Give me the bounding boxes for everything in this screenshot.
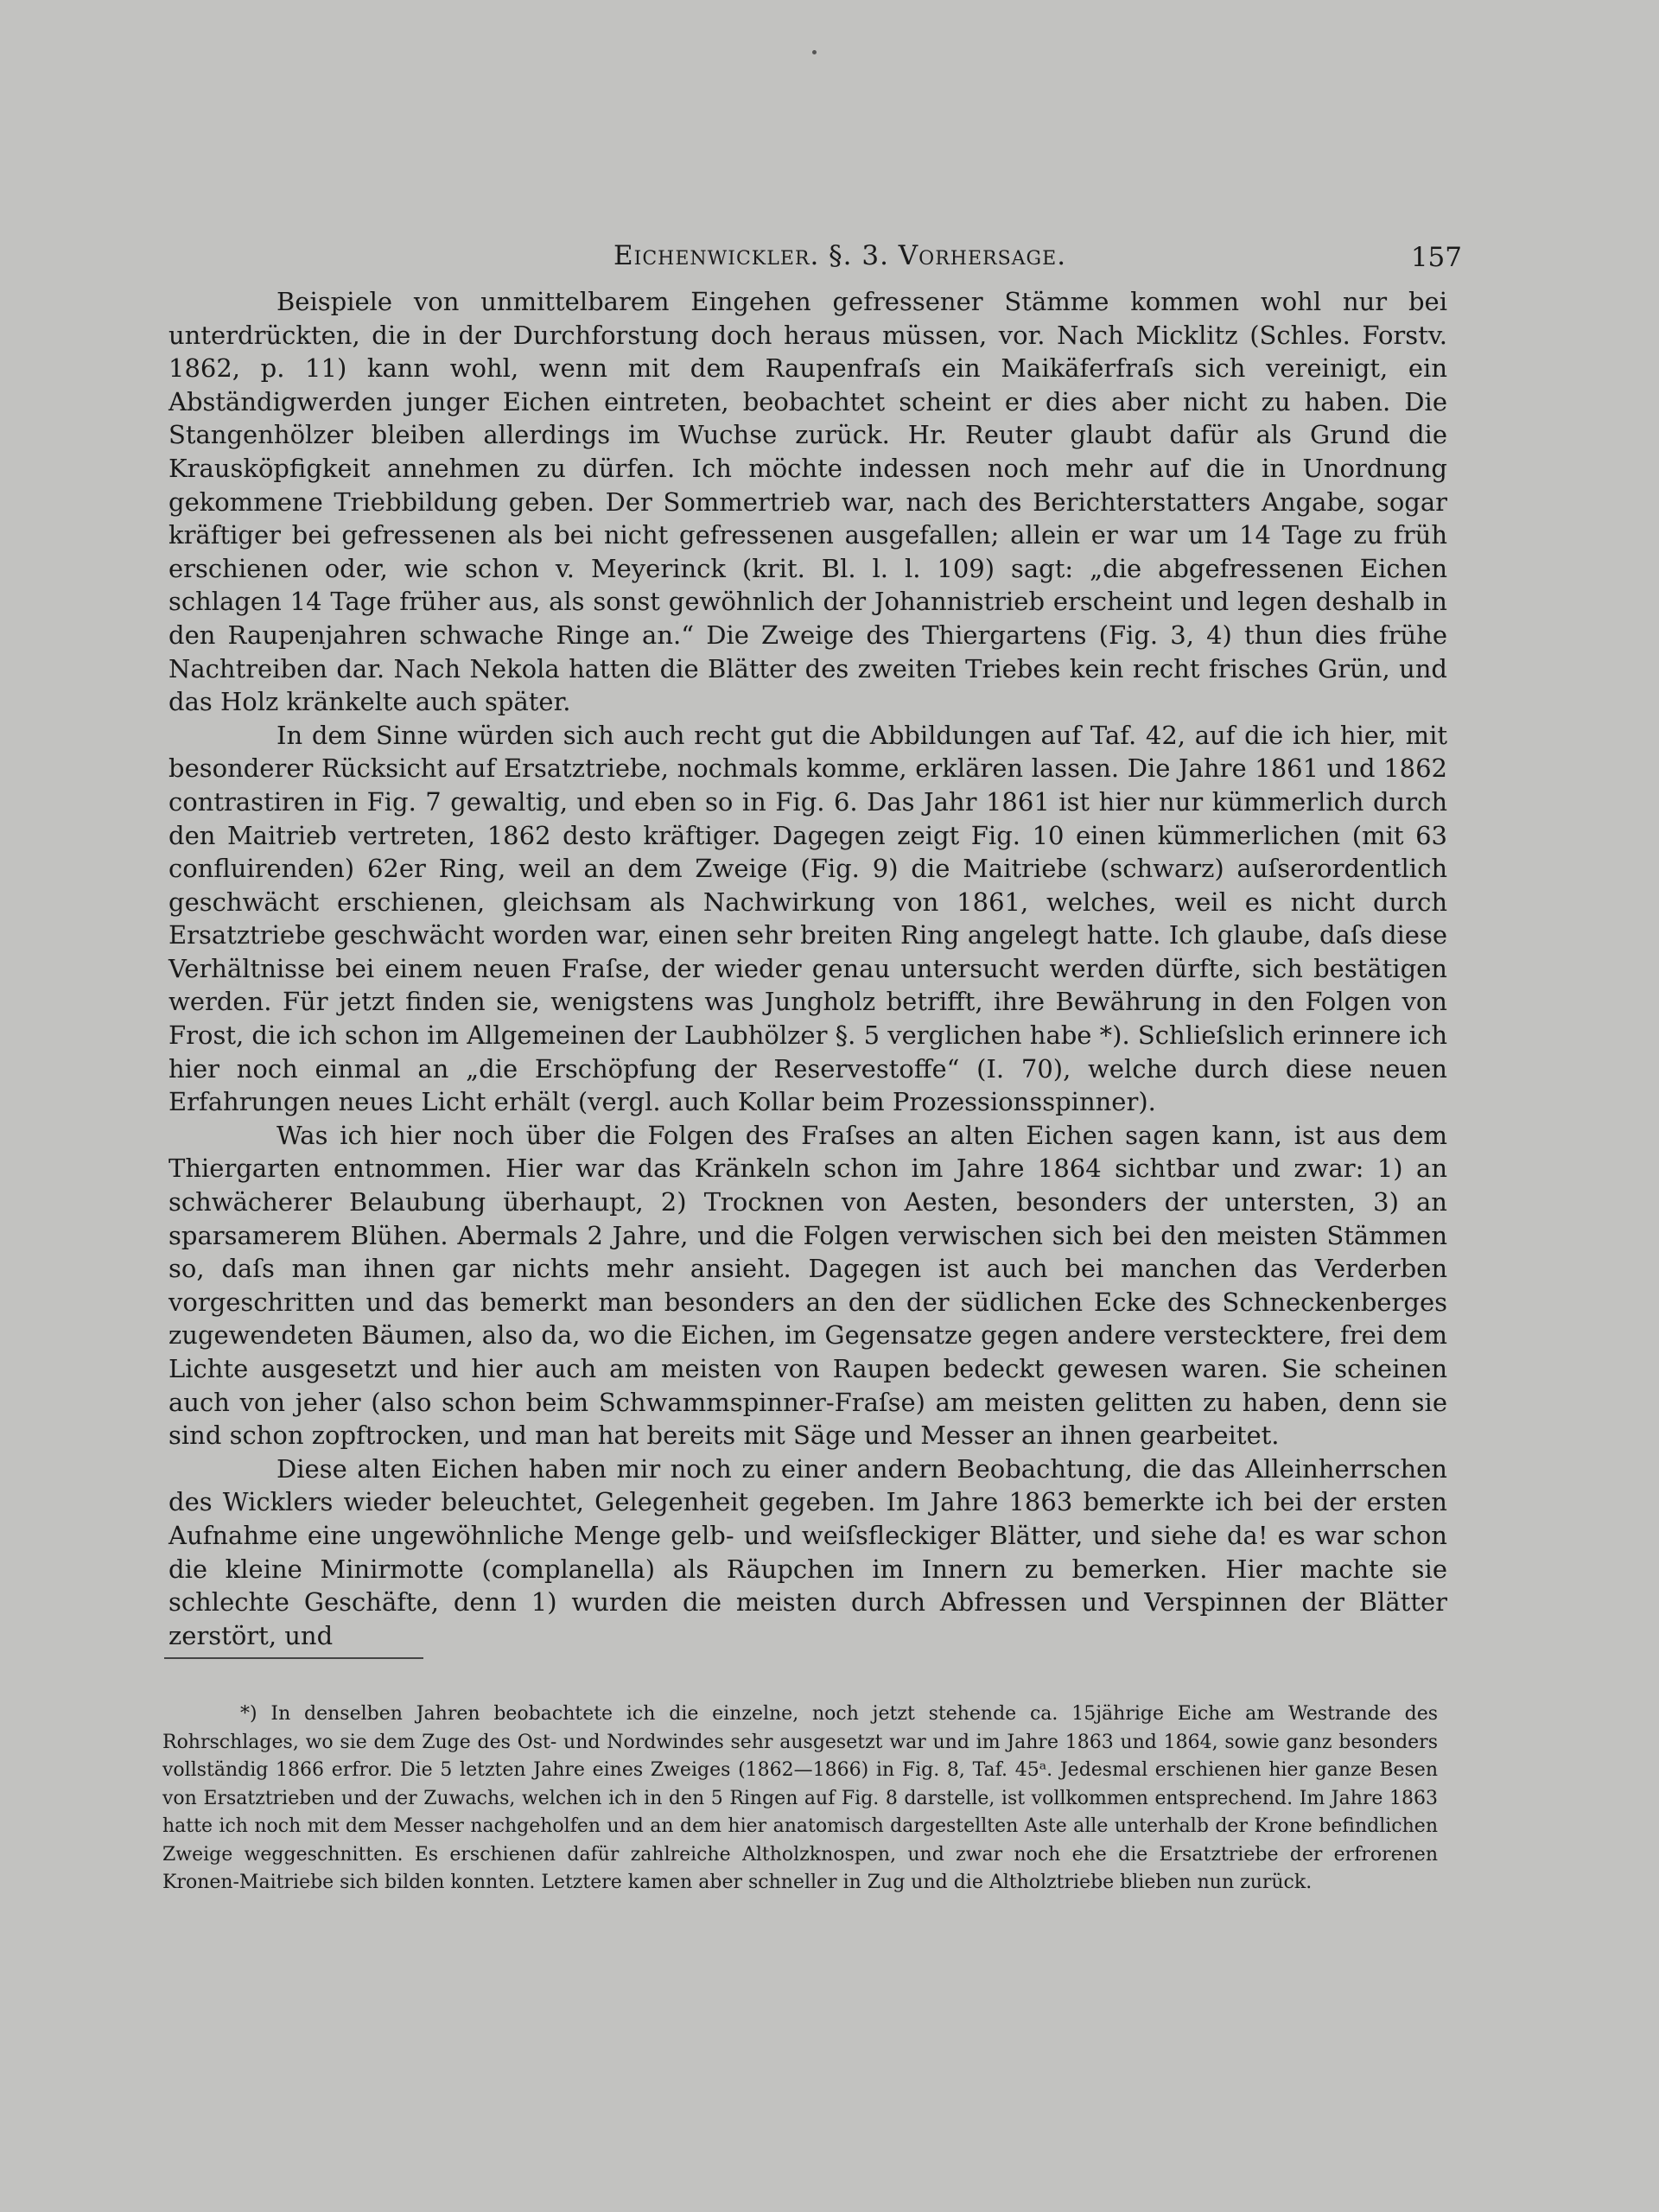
footnote: *) In denselben Jahren beobachtete ich die einzelne, noch jetzt stehende ca. 15jährige Eiche am Westrande des Rohrschlages, wo sie dem Zuge des Ost- und Nordwindes sehr ausgesetzt war und im Jahre 1863 und 1864, sowie ganz besonders vollständig 1866 erfror. Die 5 letzten Jahre eines Zweiges (1862—1866) in Fig. 8, Taf. 45ᵃ. Jedesmal erschienen hier ganze Besen von Ersatztrieben und der Zuwachs, welchen ich in den 5 Ringen auf Fig. 8 darstelle, ist vollkommen entsprechend. Im Jahre 1863 hatte ich noch mit dem Messer nachgeholfen und an dem hier anatomisch dargestellten Aste alle unterhalb der Krone befindlichen Zweige weggeschnitten. Es erschienen dafür zahlreiche Altholzknospen, und zwar noch ehe die Ersatztriebe der erfrorenen Kronen-Maitriebe sich bilden konnten. Letztere kamen aber schneller in Zug und die Altholztriebe blieben nun zurück. bbox=[162, 1703, 1438, 1893]
page-number: 157 bbox=[1410, 242, 1462, 273]
page-header bbox=[173, 232, 1462, 283]
paragraph-1: Beispiele von unmittelbarem Eingehen gefressener Stämme kommen wohl nur bei unterdrückten, die in der Durchforstung doch heraus müssen, vor. Nach Micklitz (Schles. Forstv. 1862, p. 11) kann wohl, wenn mit dem Raupenfraſs ein Maikäferfraſs sich vereinigt, ein Abständigwerden junger Eichen eintreten, beobachtet scheint er dies aber nicht zu haben. Die Stangenhölzer bleiben allerdings im Wuchse zurück. Hr. Reuter glaubt dafür als Grund die Krausköpfigkeit annehmen zu dürfen. Ich möchte indessen noch mehr auf die in Unordnung gekommene Triebbildung geben. Der Sommertrieb war, nach des Berichterstatters Angabe, sogar kräftiger bei gefressenen als bei nicht gefressenen ausgefallen; allein er war um 14 Tage zu früh erschienen oder, wie schon v. Meyerinck (krit. Bl. l. l. 109) sagt: „die abgefressenen Eichen schlagen 14 Tage früher aus, als sonst gewöhnlich der Johannistrieb erscheint und legen deshalb in den Raupenjahren schwache Ringe an.“ Die Zweige des Thiergartens (Fig. 3, 4) thun dies frühe Nachtreiben dar. Nach Nekola hatten die Blätter des zweiten Triebes kein recht frisches Grün, und das Holz kränkelte auch später. bbox=[168, 287, 1447, 717]
paragraph-3: Was ich hier noch über die Folgen des Fraſses an alten Eichen sagen kann, ist aus dem Thiergarten entnommen. Hier war das Kränkeln schon im Jahre 1864 sichtbar und zwar: 1) an schwächerer Belaubung überhaupt, 2) Trocknen von Aesten, besonders der untersten, 3) an sparsamerem Blühen. Abermals 2 Jahre, und die Folgen verwischen sich bei den meisten Stämmen so, daſs man ihnen gar nichts mehr ansieht. Dagegen ist auch bei manchen das Verderben vorgeschritten und das bemerkt man besonders an den der südlichen Ecke des Schneckenberges zugewendeten Bäumen, also da, wo die Eichen, im Gegensatze gegen andere verstecktere, frei dem Lichte ausgesetzt und hier auch am meisten von Raupen bedeckt gewesen waren. Sie scheinen auch von jeher (also schon beim Schwammspinner-Fraſse) am meisten gelitten zu haben, denn sie sind schon zopftrocken, und man hat bereits mit Säge und Messer an ihnen gearbeitet. bbox=[168, 1120, 1447, 1451]
paragraph-2: In dem Sinne würden sich auch recht gut die Abbildungen auf Taf. 42, auf die ich hier, mit besonderer Rücksicht auf Ersatztriebe, nochmals komme, erklären lassen. Die Jahre 1861 und 1862 contrastiren in Fig. 7 gewaltig, und eben so in Fig. 6. Das Jahr 1861 ist hier nur kümmerlich durch den Maitrieb vertreten, 1862 desto kräftiger. Dagegen zeigt Fig. 10 einen kümmerlichen (mit 63 confluirenden) 62er Ring, weil an dem Zweige (Fig. 9) die Maitriebe (schwarz) auſserordentlich geschwächt erschienen, gleichsam als Nachwirkung von 1861, welches, weil es nicht durch Ersatztriebe geschwächt worden war, einen sehr breiten Ring angelegt hatte. Ich glaube, daſs diese Verhältnisse bei einem neuen Fraſse, der wieder genau untersucht werden dürfte, sich bestätigen werden. Für jetzt finden sie, wenigstens was Jungholz betrifft, ihre Bewährung in den Folgen von Frost, die ich schon im Allgemeinen der Laubhölzer §. 5 verglichen habe *). Schlieſslich erinnere ich hier noch einmal an „die Erschöpfung der Reservestoffe“ (I. 70), welche durch diese neuen Erfahrungen neues Licht erhält (vergl. auch Kollar beim Prozessionsspinner). bbox=[168, 720, 1447, 1117]
footnote-area bbox=[162, 1700, 1438, 1897]
main-text bbox=[168, 285, 1447, 1652]
footnote-rule bbox=[164, 1657, 423, 1659]
dust-speck bbox=[812, 50, 817, 54]
paragraph-4: Diese alten Eichen haben mir noch zu einer andern Beobachtung, die das Alleinherrschen des Wicklers wieder beleuchtet, Gelegenheit gegeben. Im Jahre 1863 bemerkte ich bei der ersten Aufnahme eine ungewöhnliche Menge gelb- und weiſsfleckiger Blätter, und siehe da! es war schon die kleine Minirmotte (complanella) als Räupchen im Innern zu bemerken. Hier machte sie schlechte Geschäfte, denn 1) wurden die meisten durch Abfressen und Verspinnen der Blätter zerstört, und bbox=[168, 1453, 1447, 1650]
running-head: Eichenwickler. §. 3. Vorhersage. bbox=[613, 240, 1067, 271]
